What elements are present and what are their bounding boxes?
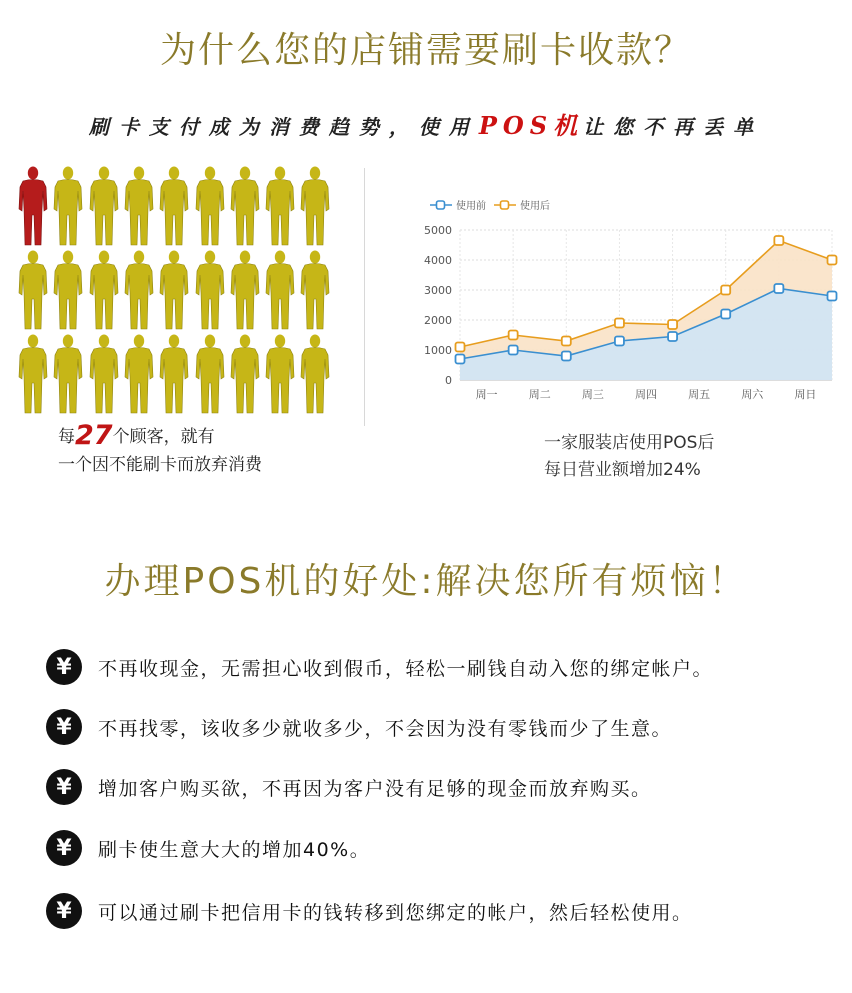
person-icon [122, 333, 156, 415]
person-icon [157, 333, 191, 415]
person-icon [122, 165, 156, 247]
person-icon [263, 333, 297, 415]
person-icon [228, 249, 262, 331]
y-tick-label: 5000 [424, 224, 452, 237]
data-point [721, 310, 730, 319]
data-point [668, 320, 677, 329]
legend-label: 使用后 [520, 201, 550, 212]
data-point [668, 332, 677, 341]
left-caption-number: 27 [75, 420, 113, 451]
person-icon [51, 249, 85, 331]
data-point [615, 319, 624, 328]
benefit-text: 可以通过刷卡把信用卡的钱转移到您绑定的帐户，然后轻松使用。 [98, 901, 693, 924]
benefit-text: 不再找零，该收多少就收多少，不会因为没有零钱而少了生意。 [98, 717, 673, 740]
person-icon [298, 333, 332, 415]
data-point [509, 346, 518, 355]
yen-icon: ¥ [46, 769, 82, 805]
legend-marker [501, 201, 509, 209]
benefit-item [46, 769, 652, 805]
person-icon [193, 249, 227, 331]
person-icon [228, 165, 262, 247]
left-caption-line1 [58, 422, 262, 451]
person-icon [87, 333, 121, 415]
x-tick-label: 周三 [581, 388, 604, 401]
left-caption-line2: 一个因不能刷卡而放弃消费 [58, 455, 262, 475]
right-caption [544, 430, 714, 484]
person-icon [298, 249, 332, 331]
y-tick-label: 0 [445, 374, 452, 387]
x-tick-label: 周日 [794, 388, 817, 401]
person-icon [51, 333, 85, 415]
benefit-item [46, 649, 713, 685]
data-point [562, 337, 571, 346]
legend-marker [437, 201, 445, 209]
person-icon [193, 333, 227, 415]
data-point [456, 355, 465, 364]
subtitle-highlight: POS机 [478, 111, 584, 140]
person-icon [298, 165, 332, 247]
y-tick-label: 3000 [424, 284, 452, 297]
yen-icon: ¥ [46, 830, 82, 866]
x-tick-label: 周五 [688, 388, 711, 401]
y-tick-label: 1000 [424, 344, 452, 357]
x-tick-label: 周二 [528, 388, 551, 401]
y-tick-label: 2000 [424, 314, 452, 327]
benefit-text: 不再收现金，无需担心收到假币，轻松一刷钱自动入您的绑定帐户。 [98, 657, 714, 680]
person-icon [157, 165, 191, 247]
person-icon [263, 165, 297, 247]
x-tick-label: 周一 [475, 388, 498, 401]
benefit-text: 增加客户购买欲，不再因为客户没有足够的现金而放弃购买。 [98, 777, 652, 800]
yen-icon: ¥ [46, 649, 82, 685]
benefit-text: 刷卡使生意大大的增加40%。 [98, 838, 371, 861]
data-point [615, 337, 624, 346]
data-point [774, 236, 783, 245]
divider [364, 168, 365, 426]
data-point [721, 286, 730, 295]
data-point [828, 292, 837, 301]
data-point [509, 331, 518, 340]
person-icon [263, 249, 297, 331]
benefit-item [46, 830, 370, 866]
person-highlight-icon [16, 165, 50, 247]
subtitle-prefix: 刷卡支付成为消费趋势，使用 [88, 115, 479, 139]
person-icon [87, 165, 121, 247]
people-grid [16, 165, 331, 418]
person-icon [193, 165, 227, 247]
benefit-item [46, 893, 693, 929]
x-tick-label: 周六 [741, 388, 764, 401]
person-icon [87, 249, 121, 331]
subtitle-suffix: 让您不再丢单 [583, 115, 764, 139]
x-tick-label: 周四 [635, 388, 657, 401]
sales-chart [412, 190, 848, 405]
data-point [456, 343, 465, 352]
section-title: 办理POS机的好处:解决您所有烦恼！ [104, 561, 748, 602]
yen-icon: ¥ [46, 709, 82, 745]
data-point [828, 256, 837, 265]
right-caption-line1: 一家服装店使用POS后 [544, 433, 715, 453]
person-icon [16, 249, 50, 331]
data-point [562, 352, 571, 361]
right-caption-line2: 每日营业额增加24% [544, 460, 701, 480]
legend-label: 使用前 [456, 201, 486, 212]
person-icon [51, 165, 85, 247]
benefit-item [46, 709, 672, 745]
left-caption-suffix: 个顾客，就有 [112, 427, 215, 447]
person-icon [16, 333, 50, 415]
left-caption-prefix: 每 [58, 427, 75, 447]
subtitle [0, 106, 852, 141]
person-icon [228, 333, 262, 415]
y-tick-label: 4000 [424, 254, 452, 267]
person-icon [157, 249, 191, 331]
page-title: 为什么您的店铺需要刷卡收款？ [159, 30, 692, 71]
yen-icon: ¥ [46, 893, 82, 929]
left-caption [58, 422, 262, 479]
person-icon [122, 249, 156, 331]
data-point [774, 284, 783, 293]
